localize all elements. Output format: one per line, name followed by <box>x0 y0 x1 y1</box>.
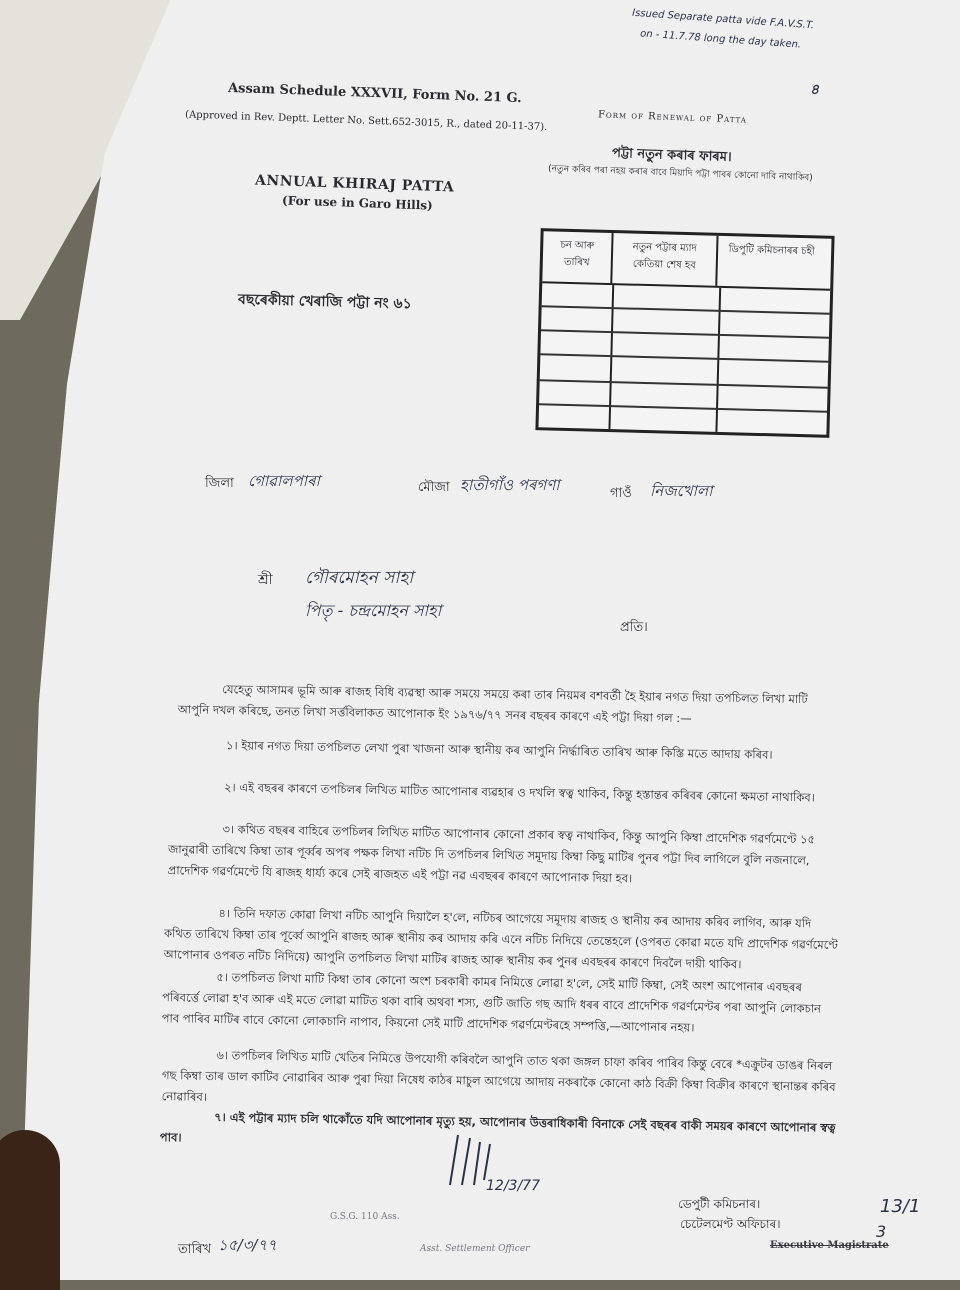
officer-stamp: Asst. Settlement Officer <box>420 1244 530 1254</box>
mouza-value: হাতীগাঁও পৰগণা <box>460 476 560 494</box>
clause-5: ৫। তপচিলত লিখা মাটি কিম্বা তাৰ কোনো অংশ চৰকাৰী কামৰ নিমিত্তে লোৱা হ'লে, সেই মাটি কিম্বা, সেই অংশ আপোনাৰ এবছৰৰ পৰিবৰ্ত্তে লোৱা হ'ব আৰু এই মতে লোৱা মাটিত থকা বাৰি অথবা শস্য, গুটি জাতি গছ আদি ধৰৰ বাবে প্ৰাদেশিক গৱৰ্ণমেণ্টৰ পৰা আপুনি লোকচান পাব পাৰিব মাটিৰ বাবে কোনো লোকচানি নাপাব, কিয়নো সেই মাটি প্ৰাদেশিক গৱৰ্ণমেণ্টৰহে সম্পত্তি,—আপোনাৰ নহয়। <box>161 970 822 1035</box>
renewal-header-expiry: নতুন পট্টাৰ ম্যাদ কেতিয়া শেষ হব <box>612 233 718 286</box>
clause-2: ২। এই বছৰৰ কাৰণে তপচিলৰ লিখিত মাটিত আপোনাৰ ব্যৱহাৰ ও দখলি স্বত্ব থাকিব, কিন্তু হস্তান্তৰ কৰিবৰ কোনো ক্ষমতা নাথাকিব। <box>223 780 815 805</box>
district-value: গোৱালপাৰা <box>248 472 320 490</box>
clause-4: ৪। তিনি দফাত কোৱা লিখা নটিচ আপুনি দিয়ালৈ হ'লে, নটিচৰ আগেয়ে সমূদায় ৰাজহ ও স্থানীয় কৰ আদায় কৰিব লাগিব, আৰু যদি কথিত তাৰিখে কিম্বা তাৰ পূৰ্ব্বে আপুনি ৰাজহ আৰু স্থানীয় কৰ আদায় কৰি এনে নটিচ নিদিয়ে তেন্তেহলে (ওপৰত কোৱা মতে যদি প্ৰাদেশিক গৱৰ্ণমেণ্টে আপোনাৰ ওপৰত নটিচ নিদিয়ে) আপুনি তপচিলত লিখা মাটিৰ ৰাজহ আৰু স্থানীয় কৰ পুনৰ এবছৰৰ কাৰণে দিবলৈ দায়ী থাকিব। <box>163 906 839 972</box>
clause-7: ৭। এই পট্টাৰ ম্যাদ চলি থাকোঁতে যদি আপোনাৰ মৃত্যু হয়, আপোনাৰ উত্তৰাধিকাৰী বিনাকে সেই বছৰৰ বাকী সময়ৰ কাৰণে আপোনাৰ স্বত্ব পাব। <box>159 1110 836 1145</box>
renewal-header-signature: ডিপুটি কমিচনাৰৰ চহী <box>728 244 815 258</box>
clause-3: ৩। কথিত বছৰৰ বাহিৰে তপচিলৰ লিখিত মাটিত আপোনাৰ কোনো প্ৰকাৰ স্বত্ব নাথাকিব, কিন্তু আপুনি কিম্বা প্ৰাদেশিক গৱৰ্ণমেণ্টে ১৫ জানুৱাৰী তাৰিখে কিম্বা তাৰ পূৰ্ব্বৰ অপৰ পক্ষক লিখা নটিচ দি তপচিলৰ লিখিত সমূদায় কিম্বা কিছু মাটিৰ পুনৰ পট্টা দিব লাগিলে বুলি নজনালে, প্ৰাদেশিক গৱৰ্ণমেণ্টে যি ৰাজহ ধাৰ্য্য কৰে সেই ৰাজহত এই পট্টা নৱ এবছৰৰ কাৰণে আপোনাক দিয়া হব। <box>167 822 816 886</box>
for-use-garo-hills: (For use in Garo Hills) <box>281 193 433 213</box>
thumb <box>0 1130 60 1290</box>
approval-note: (Approved in Rev. Deptt. Letter No. Sett.652-3015, R., dated 20-11-37). <box>184 109 548 134</box>
annual-khiraj-patta: ANNUAL KHIRAJ PATTA <box>254 172 455 196</box>
renewal-header-date: চন আৰু তাৰিখ <box>542 231 613 283</box>
renewal-table <box>535 228 834 438</box>
recipient-prefix: শ্ৰী <box>258 572 273 588</box>
village-label: গাওঁ <box>610 486 632 501</box>
page-mark: 3 <box>876 1222 887 1241</box>
press-mark: G.S.G. 110 Ass. <box>330 1212 400 1222</box>
corner-mark: ৪ <box>810 82 820 98</box>
date-value: ১৫/৩/৭৭ <box>218 1236 277 1254</box>
renewal-title: পট্টা নতুন কৰাৰ ফাৰম। <box>611 145 732 166</box>
handwritten-top-note-1: Issued Separate patta vide F.A.V.S.T. <box>631 7 815 32</box>
mouza-label: মৌজা <box>418 480 450 495</box>
schedule-heading: Assam Schedule XXXVII, Form No. 21 G. <box>227 80 522 107</box>
recipient-father: পিতৃ - চন্দ্ৰমোহন সাহা <box>305 601 442 620</box>
date-label: তাৰিখ <box>178 1242 212 1257</box>
handwritten-top-note-2: on - 11.7.78 long the day taken. <box>639 28 802 51</box>
district-label: জিলা <box>205 476 234 491</box>
prati-label: প্ৰতি। <box>620 620 648 635</box>
fraction-mark: 13/1 <box>880 1196 921 1217</box>
settlement-officer: চেটেলমেণ্ট অফিচাৰ। <box>680 1217 781 1231</box>
signature-date: 12/3/77 <box>486 1178 540 1194</box>
intro-paragraph: যেহেতু আসামৰ ভূমি আৰু ৰাজহ বিধি ব্যৱস্থা আৰু সময়ে সময়ে কৰা তাৰ নিয়মৰ বশবৰ্তী হৈ ইয়াৰ নগত দিয়া তপচিলত লিখা মাটি আপুনি দখল কৰিছে, তনত লিখা সৰ্ত্তবিলাকত আপোনাক ইং ১৯৭৬/৭৭ সনৰ বছৰৰ কাৰণে এই পট্টা দিয়া গল :— <box>177 682 808 726</box>
village-value: নিজখোলা <box>650 482 713 500</box>
renewal-note: (নতুন কৰিব পৰা নহয় কৰাৰ বাবে মিয়াদি পট্টা পাবৰ কোনো দাবি নাথাকিব) <box>547 164 813 184</box>
clause-1: ১। ইয়াৰ নগত দিয়া তপচিলত লেখা পুৰা খাজনা আৰু স্থানীয় কৰ আপুনি নিৰ্দ্ধাৰিত তাৰিখ আৰু কিস্তি মতে আদায় কৰিব। <box>225 738 773 762</box>
recipient-name: গৌৰমোহন সাহা <box>305 568 414 588</box>
deputy-commissioner: ডেপুটী কমিচনাৰ। <box>678 1197 761 1211</box>
form-of-renewal: Form of Renewal of Patta <box>597 109 748 126</box>
patta-number: বছৰেকীয়া খেৰাজি পট্টা নং ৬১ <box>237 291 412 313</box>
clause-6: ৬। তপচিলৰ লিখিত মাটি খেতিৰ নিমিত্তে উপযোগী কৰিবলৈ আপুনি তাত থকা জঙ্গল চাফা কৰিব পাৰিব কিন্তু বেৰে *এক্ৰুটৰ ডাঙৰ নিৰল গছ কিম্বা তাৰ ডাল কাটিব নোৱাৰিব আৰু পুৰা দিয়া নিষেধ কাঠৰ মাচুল আগেয়ে আদায় নকৰাকৈ কোনো কাঠ বিক্ৰী কিম্বা বিক্ৰীৰ কাৰণে স্থানান্তৰ কৰিব নোৱাৰিব। <box>161 1048 836 1104</box>
executive-stamp: Executive Magistrate <box>770 1240 889 1251</box>
